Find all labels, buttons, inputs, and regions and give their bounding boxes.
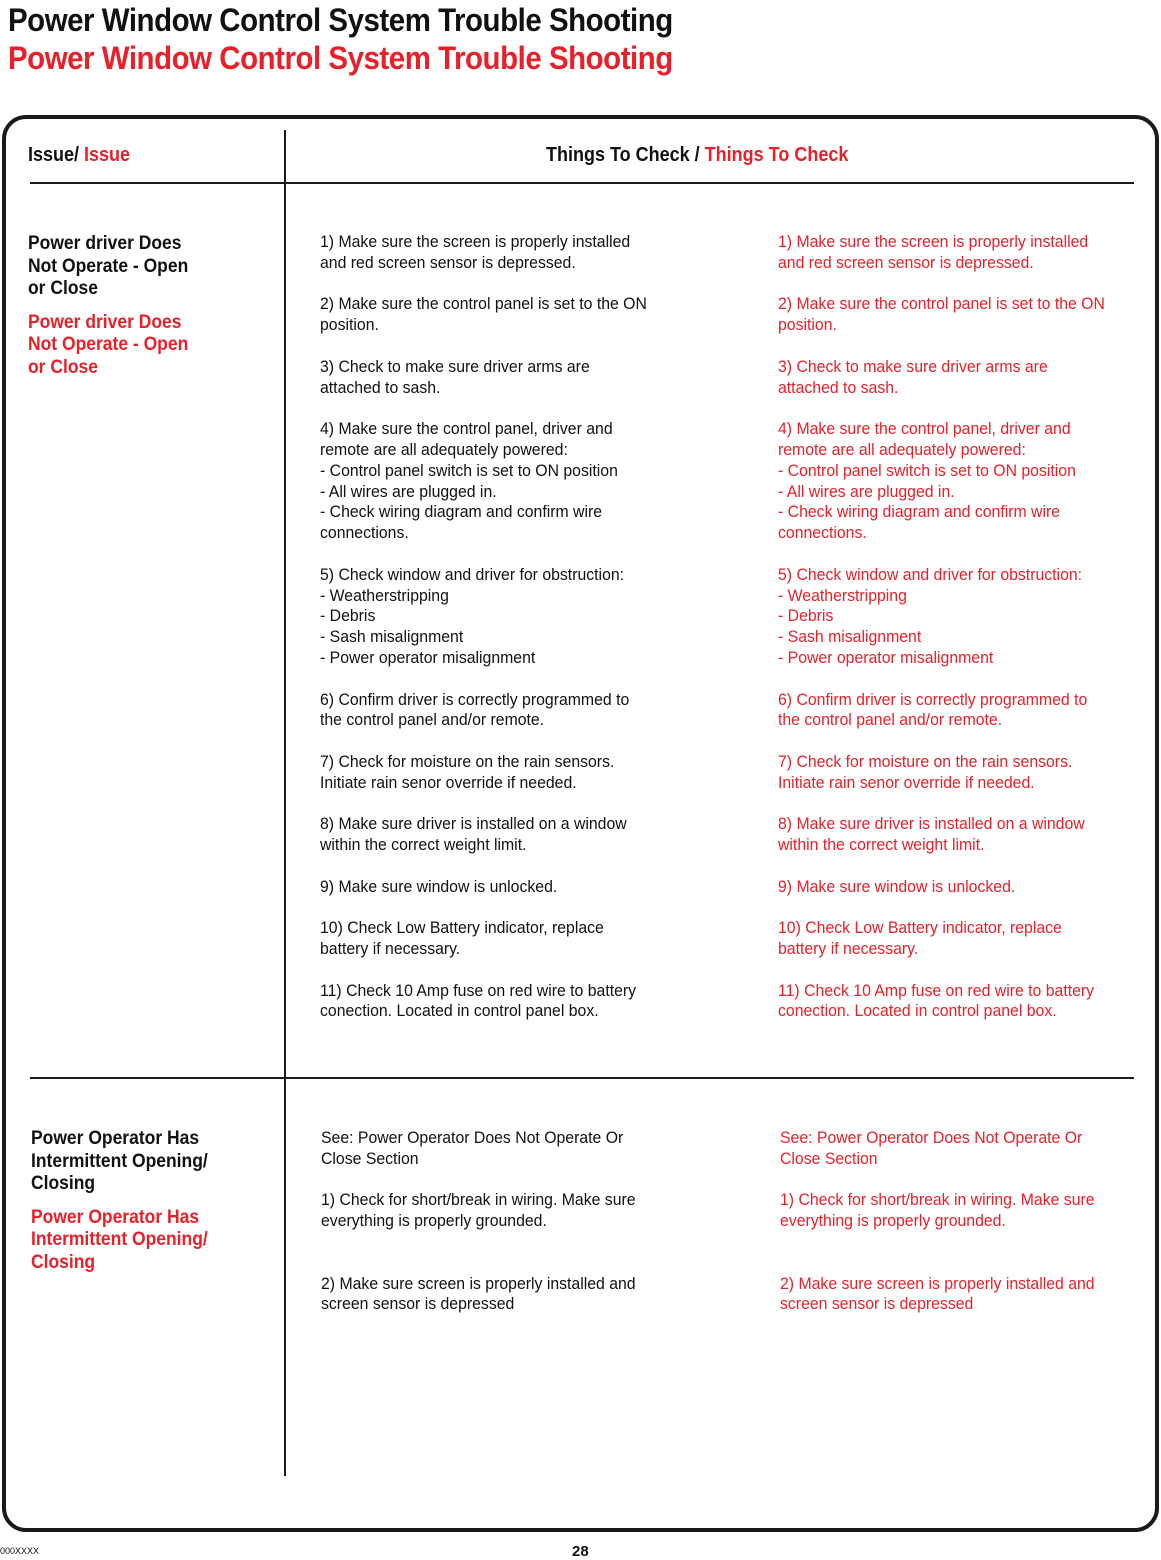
page-title: Power Window Control System Trouble Shooting — [8, 2, 673, 38]
page-title-translated: Power Window Control System Trouble Shooting — [8, 40, 673, 76]
issue-column-header — [28, 144, 130, 167]
things-header-label: Things To Check / — [546, 144, 705, 166]
column-divider — [284, 130, 286, 1476]
page-number: 28 — [572, 1543, 589, 1560]
things-column-header — [546, 144, 848, 167]
document-code: 000XXXX — [0, 1546, 40, 1556]
issue-2-text: Power Operator Has Intermittent Opening/ Closing — [31, 1128, 208, 1194]
things-header-label-translated: Things To Check — [704, 144, 849, 166]
issue-1-text-translated: Power driver Does Not Operate - Open or Close — [28, 311, 189, 378]
issue-1-text: Power driver Does Not Operate - Open or Close — [28, 233, 189, 299]
header-divider — [30, 182, 1134, 184]
row-divider — [30, 1077, 1134, 1079]
issue-2-text-translated: Power Operator Has Intermittent Opening/ Closing — [31, 1206, 208, 1273]
issue-header-label-translated: Issue — [84, 144, 131, 166]
issue-cell-2 — [31, 1128, 208, 1274]
issue-cell-1 — [28, 233, 188, 379]
issue-header-label: Issue/ — [28, 144, 85, 166]
checks-2-list-translated: See: Power Operator Does Not Operate Or Close Section 1) Check for short/break in wiring. Make sure everything is properly grounded. 2) Make sure screen is properly installed and screen sensor is depressed — [780, 1128, 1095, 1314]
checks-1-list-translated: 1) Make sure the screen is properly installed and red screen sensor is depressed. 2) Make sure the control panel is set to the ON position. 3) Check to make sure driver arms are attached to sash. 4) Make sure the control panel, driver and remote are all adequately powered: - Control panel switch is set to ON position - All wires are plugged in. - Check wiring diagram and confirm wire connections. 5) Check window and driver for obstruction: - Weatherstripping - Debris - Sash misalignment - Power operator misalignment 6) Confirm driver is correctly programmed to the control panel and/or remote. 7) Check for moisture on the rain sensors. Initiate rain senor override if needed. 8) Make sure driver is installed on a window within the correct weight limit. 9) Make sure window is unlocked. 10) Check Low Battery indicator, replace battery if necessary. 11) Check 10 Amp fuse on red wire to battery conection. Located in control panel box. — [778, 232, 1105, 1021]
checks-2-list: See: Power Operator Does Not Operate Or Close Section 1) Check for short/break in wiring. Make sure everything is properly grounded. 2) Make sure screen is properly installed and screen sensor is depressed — [321, 1128, 636, 1314]
checks-1-list: 1) Make sure the screen is properly installed and red screen sensor is depressed. 2) Make sure the control panel is set to the ON position. 3) Check to make sure driver arms are attached to sash. 4) Make sure the control panel, driver and remote are all adequately powered: - Control panel switch is set to ON position - All wires are plugged in. - Check wiring diagram and confirm wire connections. 5) Check window and driver for obstruction: - Weatherstripping - Debris - Sash misalignment - Power operator misalignment 6) Confirm driver is correctly programmed to the control panel and/or remote. 7) Check for moisture on the rain sensors. Initiate rain senor override if needed. 8) Make sure driver is installed on a window within the correct weight limit. 9) Make sure window is unlocked. 10) Check Low Battery indicator, replace battery if necessary. 11) Check 10 Amp fuse on red wire to battery conection. Located in control panel box. — [320, 232, 647, 1021]
